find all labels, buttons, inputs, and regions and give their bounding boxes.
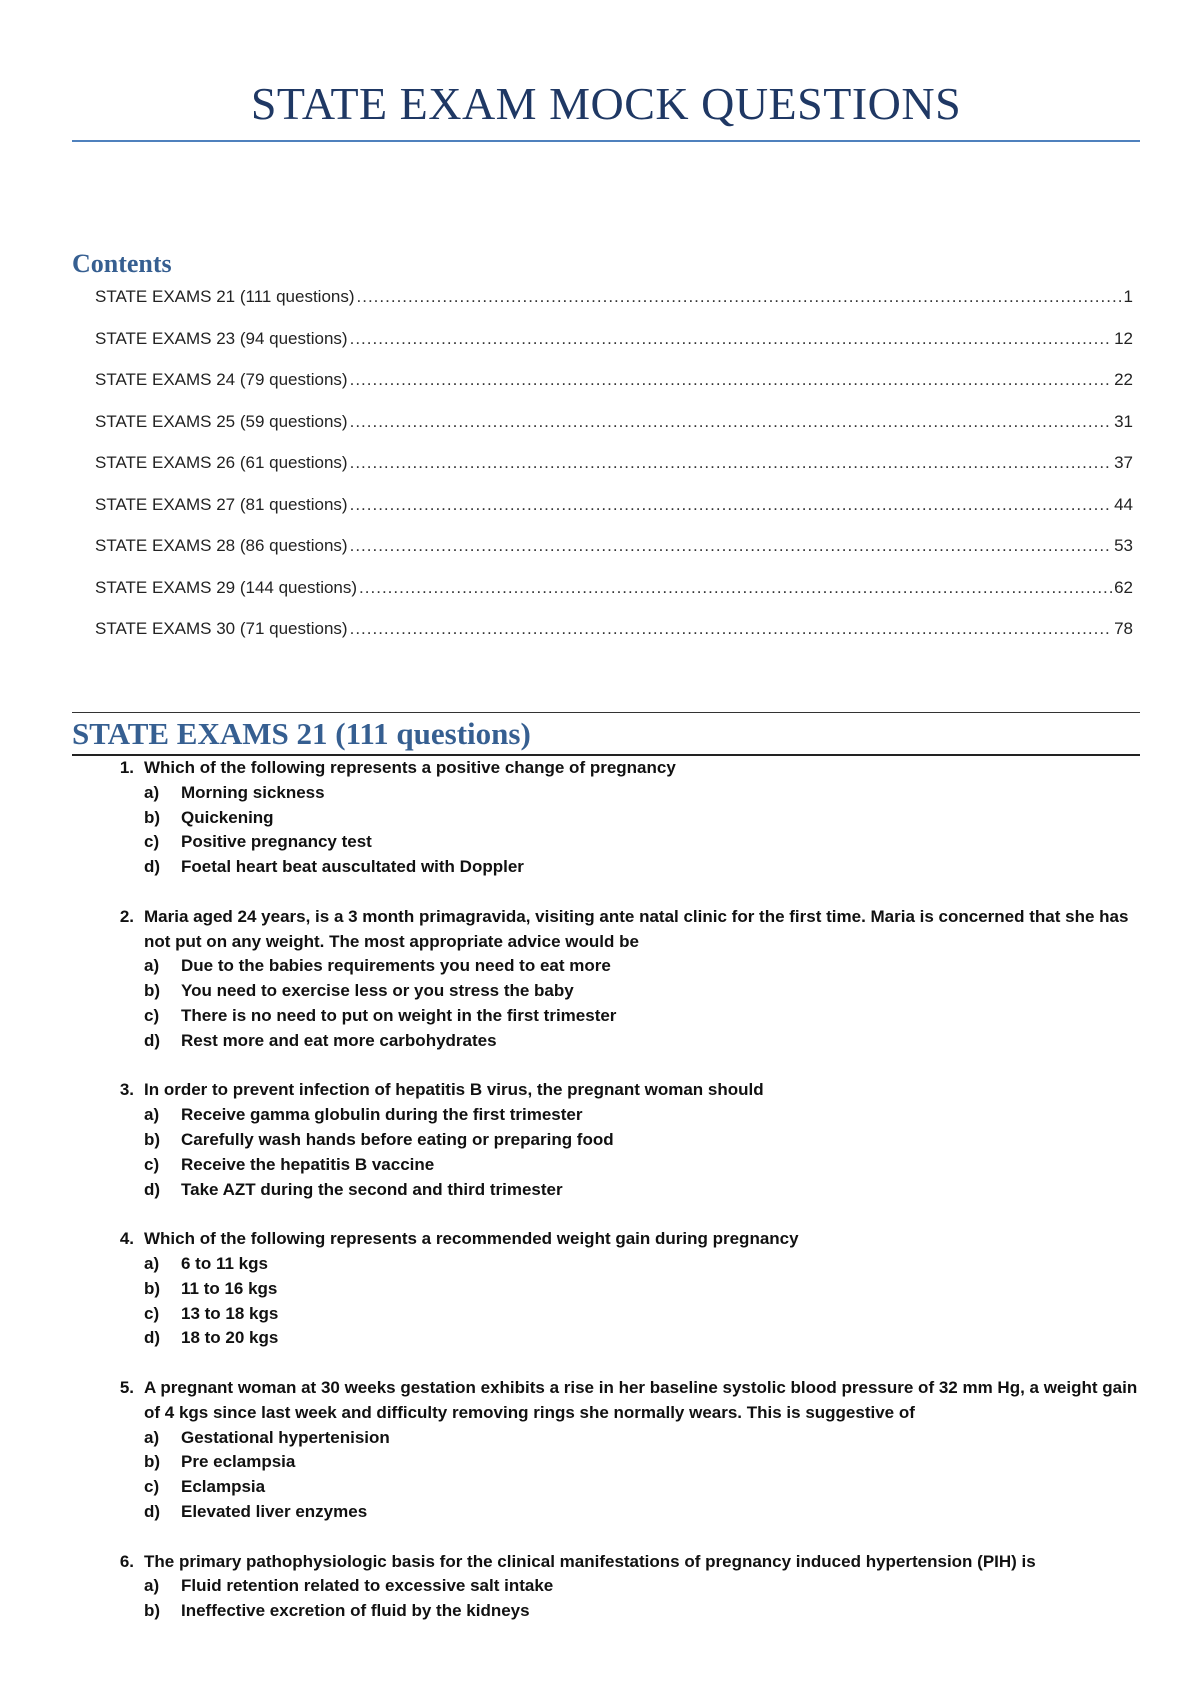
toc-page-number: 37 [1114, 453, 1133, 472]
toc-entry-label: STATE EXAMS 27 (81 questions) [95, 494, 348, 514]
toc-entry-label: STATE EXAMS 26 (61 questions) [95, 453, 348, 472]
option-letter: c) [144, 1477, 160, 1497]
toc-entry[interactable] [95, 329, 1133, 371]
toc-dot-leader [350, 453, 1112, 473]
option-text: 18 to 20 kgs [181, 1328, 279, 1348]
toc-entry[interactable] [95, 619, 1133, 661]
toc-dot-leader [350, 412, 1112, 432]
toc-entry[interactable] [95, 287, 1133, 329]
option-text: Ineffective excretion of fluid by the kidneys [181, 1601, 530, 1621]
answer-options [72, 1426, 1140, 1525]
question-item [72, 905, 1140, 1054]
answer-option [72, 1128, 1140, 1153]
answer-option [72, 855, 1140, 880]
question-text: A pregnant woman at 30 weeks gestation exhibits a rise in her baseline systolic blood pressure of 32 mm Hg, a weight gain of 4 kgs since last week and difficulty removing rings she normally wears. This is suggestive of [144, 1377, 1138, 1422]
option-letter: c) [144, 1005, 160, 1025]
option-text: Gestational hypertenision [181, 1427, 390, 1447]
question-text: Which of the following represents a positive change of pregnancy [144, 758, 676, 777]
option-letter: d) [144, 857, 161, 877]
answer-options [72, 1103, 1140, 1202]
answer-option [72, 1475, 1140, 1500]
option-text: Foetal heart beat auscultated with Doppler [181, 857, 524, 877]
answer-option [72, 1252, 1140, 1277]
toc-dot-leader [350, 619, 1112, 639]
toc-heading: Contents [72, 249, 172, 278]
answer-option [72, 806, 1140, 831]
question-text: Maria aged 24 years, is a 3 month primagravida, visiting ante natal clinic for the first time. Maria is concerned that she has not put on any weight. The most appropriate advice would be [144, 906, 1129, 951]
question-text: Which of the following represents a recommended weight gain during pregnancy [144, 1229, 799, 1249]
option-letter: d) [144, 1328, 161, 1348]
option-letter: b) [144, 981, 161, 1001]
answer-option [72, 1500, 1140, 1525]
answer-options [72, 1574, 1140, 1624]
toc-entry[interactable] [95, 370, 1133, 412]
question-number: 2. [119, 906, 134, 926]
option-letter: a) [144, 1427, 160, 1447]
option-letter: d) [144, 1179, 161, 1199]
table-of-contents [95, 287, 1133, 661]
answer-options [72, 954, 1140, 1053]
toc-entry[interactable] [95, 453, 1133, 495]
toc-entry[interactable] [95, 578, 1133, 620]
toc-dot-leader [350, 370, 1112, 390]
option-letter: c) [144, 832, 160, 852]
option-letter: b) [144, 1601, 161, 1621]
option-letter: a) [144, 1576, 160, 1596]
option-text: Due to the babies requirements you need to eat more [181, 956, 611, 976]
toc-entry[interactable] [95, 495, 1133, 537]
answer-option [72, 1004, 1140, 1029]
toc-entry[interactable] [95, 412, 1133, 454]
question-number: 5. [119, 1377, 134, 1397]
toc-page-number: 53 [1114, 536, 1133, 555]
toc-dot-leader [359, 578, 1112, 598]
toc-entry-label: STATE EXAMS 29 (144 questions) [95, 577, 358, 597]
answer-option [72, 781, 1140, 806]
option-letter: d) [144, 1501, 161, 1521]
section-rule-top [72, 712, 1140, 713]
option-text: Fluid retention related to excessive salt intake [181, 1576, 554, 1596]
answer-option [72, 1029, 1140, 1054]
answer-option [72, 979, 1140, 1004]
toc-dot-leader [357, 287, 1122, 307]
option-text: You need to exercise less or you stress the baby [181, 981, 574, 1001]
option-text: Receive gamma globulin during the first trimester [181, 1105, 583, 1125]
option-letter: a) [144, 956, 160, 976]
answer-option [72, 1153, 1140, 1178]
answer-options [72, 781, 1140, 880]
section-heading: STATE EXAMS 21 (111 questions) [72, 716, 531, 751]
answer-option [72, 1302, 1140, 1327]
answer-option [72, 1599, 1140, 1624]
question-item [72, 756, 1140, 880]
option-letter: a) [144, 1105, 160, 1125]
toc-page-number: 12 [1114, 328, 1133, 348]
option-letter: b) [144, 1278, 161, 1298]
toc-page-number: 62 [1114, 577, 1133, 597]
option-text: Morning sickness [181, 782, 325, 802]
toc-page-number: 22 [1114, 370, 1133, 389]
answer-option [72, 954, 1140, 979]
answer-option [72, 1426, 1140, 1451]
option-letter: a) [144, 782, 160, 802]
question-list [72, 756, 1140, 1649]
question-text: In order to prevent infection of hepatitis B virus, the pregnant woman should [144, 1080, 764, 1100]
option-text: There is no need to put on weight in the first trimester [181, 1005, 617, 1025]
option-letter: b) [144, 1452, 161, 1472]
option-text: Pre eclampsia [181, 1452, 296, 1472]
option-text: 6 to 11 kgs [181, 1253, 268, 1273]
question-item [72, 1550, 1140, 1624]
toc-entry-label: STATE EXAMS 21 (111 questions) [95, 287, 355, 306]
toc-entry-label: STATE EXAMS 24 (79 questions) [95, 370, 348, 389]
toc-dot-leader [350, 329, 1112, 349]
answer-option [72, 1178, 1140, 1203]
question-number: 4. [119, 1229, 134, 1249]
toc-entry-label: STATE EXAMS 25 (59 questions) [95, 411, 348, 431]
toc-entry-label: STATE EXAMS 30 (71 questions) [95, 619, 348, 638]
answer-option [72, 1277, 1140, 1302]
toc-entry-label: STATE EXAMS 23 (94 questions) [95, 328, 348, 348]
question-number: 3. [119, 1080, 134, 1100]
answer-option [72, 1103, 1140, 1128]
option-text: 11 to 16 kgs [181, 1278, 278, 1298]
toc-entry[interactable] [95, 536, 1133, 578]
toc-dot-leader [350, 536, 1112, 556]
option-text: Eclampsia [181, 1477, 266, 1497]
answer-option [72, 1450, 1140, 1475]
toc-page-number: 31 [1114, 411, 1133, 431]
answer-option [72, 1574, 1140, 1599]
question-number: 6. [119, 1551, 134, 1571]
toc-dot-leader [350, 495, 1112, 515]
option-text: Receive the hepatitis B vaccine [181, 1154, 435, 1174]
toc-page-number: 1 [1123, 287, 1133, 306]
option-text: Rest more and eat more carbohydrates [181, 1030, 497, 1050]
question-text: The primary pathophysiologic basis for the clinical manifestations of pregnancy induced hypertension (PIH) is [144, 1551, 1036, 1571]
toc-entry-label: STATE EXAMS 28 (86 questions) [95, 536, 348, 555]
option-text: Quickening [181, 807, 274, 827]
option-letter: c) [144, 1303, 160, 1323]
option-text: Take AZT during the second and third trimester [181, 1179, 563, 1199]
option-letter: b) [144, 1129, 161, 1149]
option-text: Elevated liver enzymes [181, 1501, 368, 1521]
answer-option [72, 1326, 1140, 1351]
option-text: Positive pregnancy test [181, 832, 372, 852]
question-item [72, 1227, 1140, 1351]
answer-options [72, 1252, 1140, 1351]
question-item [72, 1376, 1140, 1525]
question-item [72, 1078, 1140, 1202]
toc-page-number: 78 [1114, 619, 1133, 638]
document-title: STATE EXAM MOCK QUESTIONS [250, 78, 962, 129]
answer-option [72, 830, 1140, 855]
option-letter: b) [144, 807, 161, 827]
option-text: 13 to 18 kgs [181, 1303, 279, 1323]
option-letter: c) [144, 1154, 160, 1174]
option-text: Carefully wash hands before eating or preparing food [181, 1129, 614, 1149]
toc-page-number: 44 [1114, 494, 1133, 514]
title-underline [72, 140, 1140, 142]
question-number: 1. [119, 758, 134, 777]
option-letter: d) [144, 1030, 161, 1050]
option-letter: a) [144, 1253, 160, 1273]
